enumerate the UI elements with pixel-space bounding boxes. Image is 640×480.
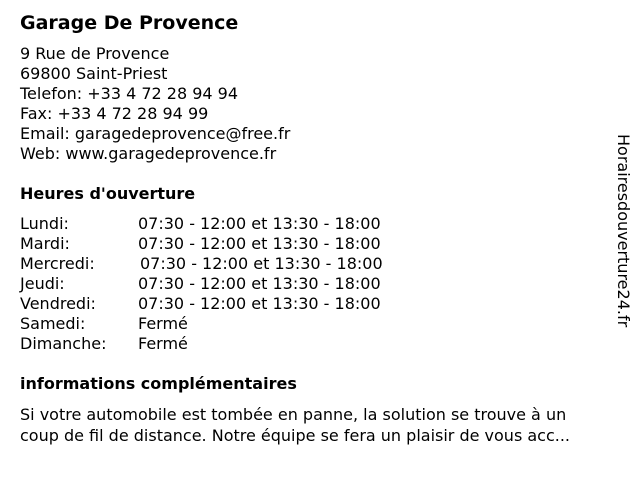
email-address: Email: garagedeprovence@free.fr (20, 124, 291, 143)
contact-block (20, 44, 290, 164)
hours-row-tuesday (20, 234, 440, 254)
hours-row-thursday (20, 274, 440, 294)
hours-row-sunday (20, 334, 440, 354)
address-city: 69800 Saint-Priest (20, 64, 168, 83)
hours-time: 07:30 - 12:00 et 13:30 - 18:00 (138, 294, 381, 313)
hours-day: Vendredi: (20, 294, 96, 313)
hours-day: Dimanche: (20, 334, 107, 353)
hours-day: Mercredi: (20, 254, 95, 273)
watermark (613, 134, 635, 374)
watermark-text: Horairesdouverture24.fr (614, 134, 633, 328)
hours-row-wednesday (20, 254, 440, 274)
info-description (20, 404, 620, 446)
business-name: Garage De Provence (20, 12, 239, 34)
hours-row-saturday (20, 314, 440, 334)
hours-row-monday (20, 214, 440, 234)
phone-number: Telefon: +33 4 72 28 94 94 (20, 84, 239, 103)
hours-day: Jeudi: (20, 274, 65, 293)
info-heading: informations complémentaires (20, 374, 297, 393)
info-line: Si votre automobile est tombée en panne, la solution se trouve à un (20, 405, 567, 424)
hours-time: 07:30 - 12:00 et 13:30 - 18:00 (138, 274, 381, 293)
hours-day: Samedi: (20, 314, 86, 333)
hours-time: 07:30 - 12:00 et 13:30 - 18:00 (138, 234, 381, 253)
opening-hours-table (20, 214, 440, 354)
website-address: Web: www.garagedeprovence.fr (20, 144, 277, 163)
hours-day: Mardi: (20, 234, 70, 253)
address-street: 9 Rue de Provence (20, 44, 170, 63)
hours-time: Fermé (138, 334, 188, 353)
hours-time: 07:30 - 12:00 et 13:30 - 18:00 (140, 254, 383, 273)
fax-number: Fax: +33 4 72 28 94 99 (20, 104, 209, 123)
hours-heading: Heures d'ouverture (20, 184, 196, 203)
info-line: coup de fil de distance. Notre équipe se fera un plaisir de vous acc... (20, 426, 571, 445)
hours-day: Lundi: (20, 214, 69, 233)
hours-time: Fermé (138, 314, 188, 333)
hours-row-friday (20, 294, 440, 314)
hours-time: 07:30 - 12:00 et 13:30 - 18:00 (138, 214, 381, 233)
